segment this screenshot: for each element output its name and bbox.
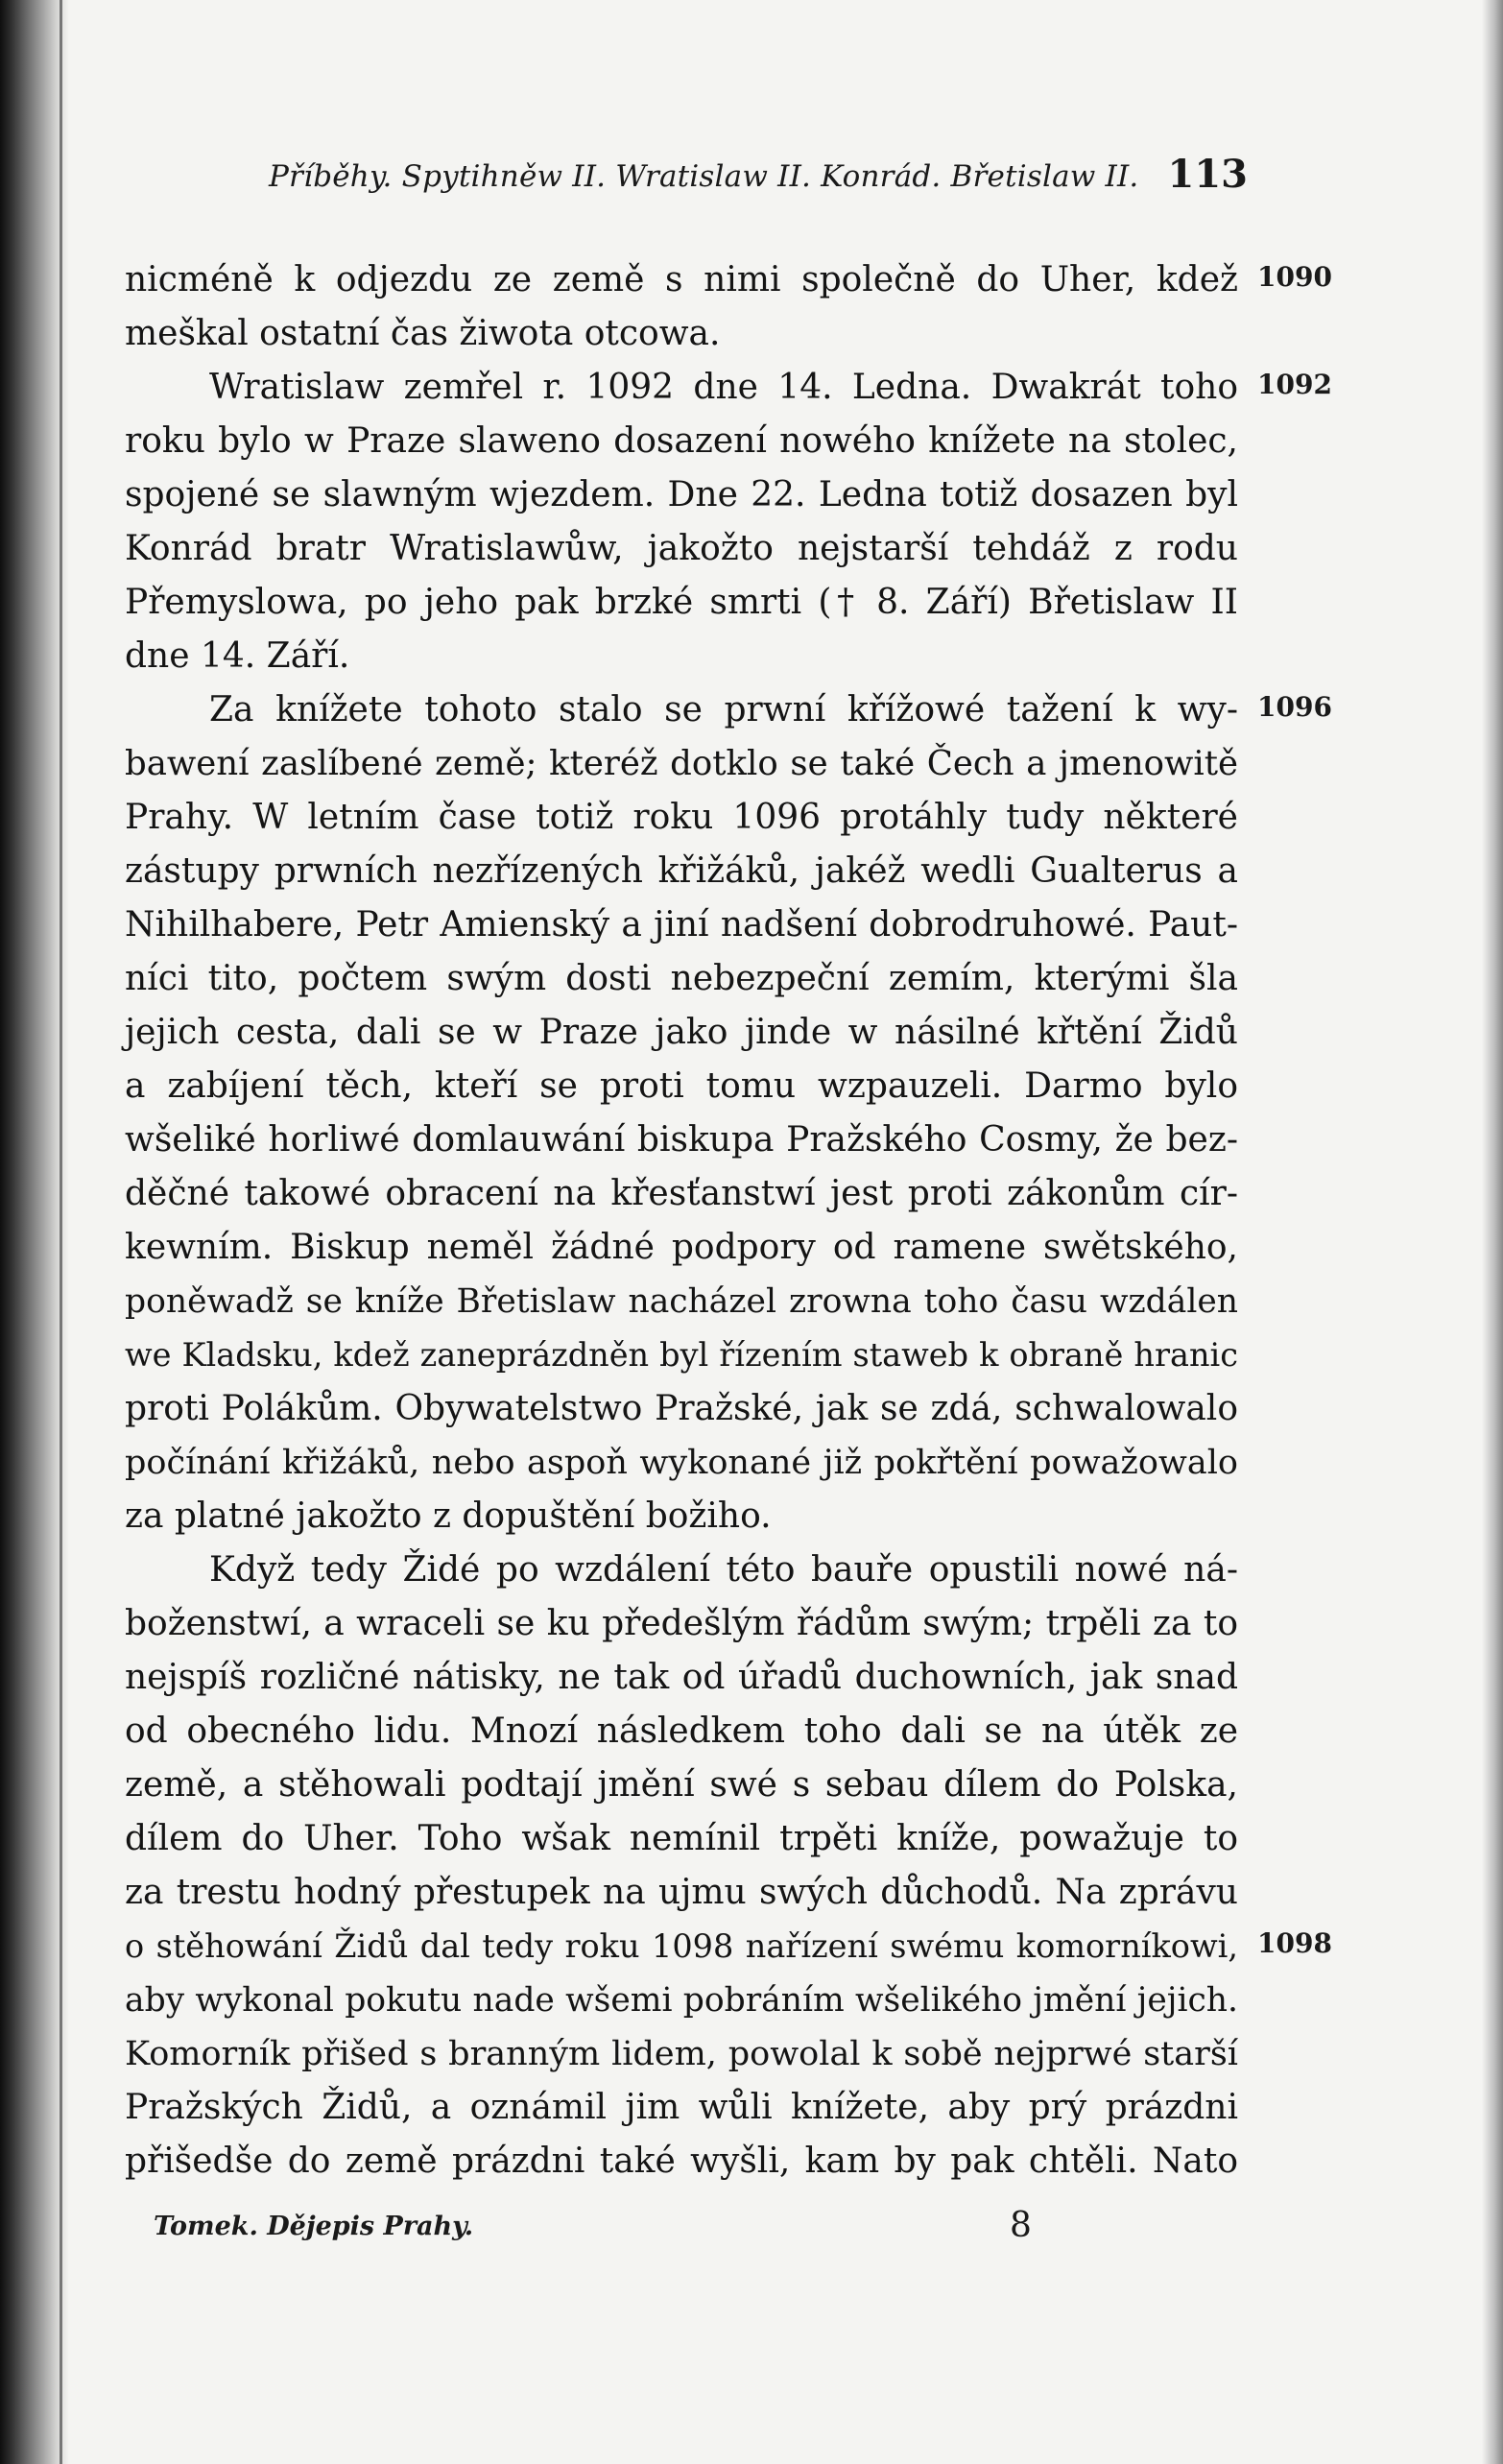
text-line: dílem do Uher. Toho wšak nemínil trpěti kníže, powažuje to [125, 1819, 1238, 1858]
text-line: nejspíš rozličné nátisky, ne tak od úřadů duchowních, jak snad [125, 1658, 1238, 1697]
text-line: we Kladsku, kdež zaneprázdněn byl řízením staweb k obraně hranic [125, 1336, 1238, 1374]
text-line: Za knížete tohoto stalo se prwní křížowé tažení k wy- [209, 690, 1238, 730]
page-number: 113 [1167, 152, 1248, 197]
text-line: za trestu hodný přestupek na ujmu swých důchodů. Na zprávu [125, 1873, 1238, 1912]
signature-mark: 8 [1010, 2206, 1032, 2245]
text-line: Pražských Židů, a oznámil jim wůli knížete, aby prý prázdni [125, 2088, 1238, 2127]
text-line: Wratislaw zemřel r. 1092 dne 14. Ledna. Dwakrát toho [209, 368, 1238, 407]
text-line: děčné takowé obracení na křesťanstwí jest proti zákonům cír- [125, 1174, 1238, 1213]
page-footer [154, 2206, 1113, 2254]
running-header [269, 152, 1248, 209]
body-text [125, 253, 1238, 2189]
text-line: zástupy prwních nezřízených křižáků, jakéž wedli Gualterus a [125, 851, 1238, 891]
text-line: Komorník přišed s branným lidem, powolal k sobě nejprwé starší [125, 2035, 1238, 2073]
text-line: Přemyslowa, po jeho pak brzké smrti († 8. Září) Břetislaw II [125, 583, 1238, 622]
margin-year-note: 1098 [1257, 1927, 1332, 1959]
text-line: meškal ostatní čas žiwota otcowa. [125, 314, 721, 353]
text-line: poněwadž se kníže Břetislaw nacházel zrowna toho času wzdálen [125, 1282, 1238, 1321]
margin-year-note: 1090 [1257, 261, 1332, 293]
text-line: roku bylo w Praze slaweno dosazení nowého knížete na stolec, [125, 421, 1238, 461]
text-line: kewním. Biskup neměl žádné podpory od ramene swětského, [125, 1228, 1238, 1267]
text-line: od obecného lidu. Mnozí následkem toho dali se na útěk ze [125, 1711, 1238, 1751]
text-line: jejich cesta, dali se w Praze jako jinde w násilné křtění Židů [125, 1013, 1238, 1052]
text-line: přišedše do země prázdni také wyšli, kam by pak chtěli. Nato [125, 2141, 1238, 2181]
margin-year-note: 1096 [1257, 691, 1332, 723]
text-line: počínání křižáků, nebo aspoň wykonané již pokřtění powažowalo [125, 1444, 1238, 1482]
running-header-title: Příběhy. Spytihněw II. Wratislaw II. Konrád. Břetislaw II. [269, 159, 1139, 194]
text-line: boženstwí, a wraceli se ku předešlým řádům swým; trpěli za to [125, 1604, 1238, 1643]
text-line: nicméně k odjezdu ze země s nimi společně do Uher, kdež [125, 260, 1238, 299]
text-line: aby wykonal pokutu nade wšemi pobráním wšelikého jmění jejich. [125, 1981, 1238, 2020]
margin-year-note: 1092 [1257, 369, 1332, 400]
text-line: wšeliké horliwé domlauwání biskupa Pražského Cosmy, že bez- [125, 1120, 1238, 1160]
text-line: Konrád bratr Wratislawůw, jakožto nejstarší tehdáž z rodu [125, 529, 1238, 568]
text-line: proti Polákům. Obywatelstwo Pražské, jak se zdá, schwalowalo [125, 1389, 1238, 1428]
page-edge-shadow [1482, 0, 1503, 2464]
text-line: Prahy. W letním čase totiž roku 1096 protáhly tudy některé [125, 798, 1238, 837]
text-line: země, a stěhowali podtají jmění swé s sebau dílem do Polska, [125, 1765, 1238, 1805]
text-line: dne 14. Září. [125, 636, 350, 676]
text-line: bawení zaslíbené země; kteréž dotklo se také Čech a jmenowitě [125, 744, 1238, 783]
text-line: spojené se slawným wjezdem. Dne 22. Ledna totiž dosazen byl [125, 475, 1238, 514]
text-line: o stěhowání Židů dal tedy roku 1098 nařízení swému komorníkowi, [125, 1927, 1238, 1965]
binding-fold-line [60, 0, 62, 2464]
footer-book-title: Tomek. Dějepis Prahy. [154, 2212, 474, 2241]
text-line: níci tito, počtem swým dosti nebezpeční zemím, kterými šla [125, 959, 1238, 998]
text-line: Když tedy Židé po wzdálení této bauře opustili nowé ná- [209, 1550, 1238, 1590]
text-line: za platné jakožto z dopuštění božiho. [125, 1496, 772, 1536]
text-line: a zabíjení těch, kteří se proti tomu wzpauzeli. Darmo bylo [125, 1066, 1238, 1106]
text-line: Nihilhabere, Petr Amienský a jiní nadšení dobrodruhowé. Paut- [125, 905, 1238, 945]
